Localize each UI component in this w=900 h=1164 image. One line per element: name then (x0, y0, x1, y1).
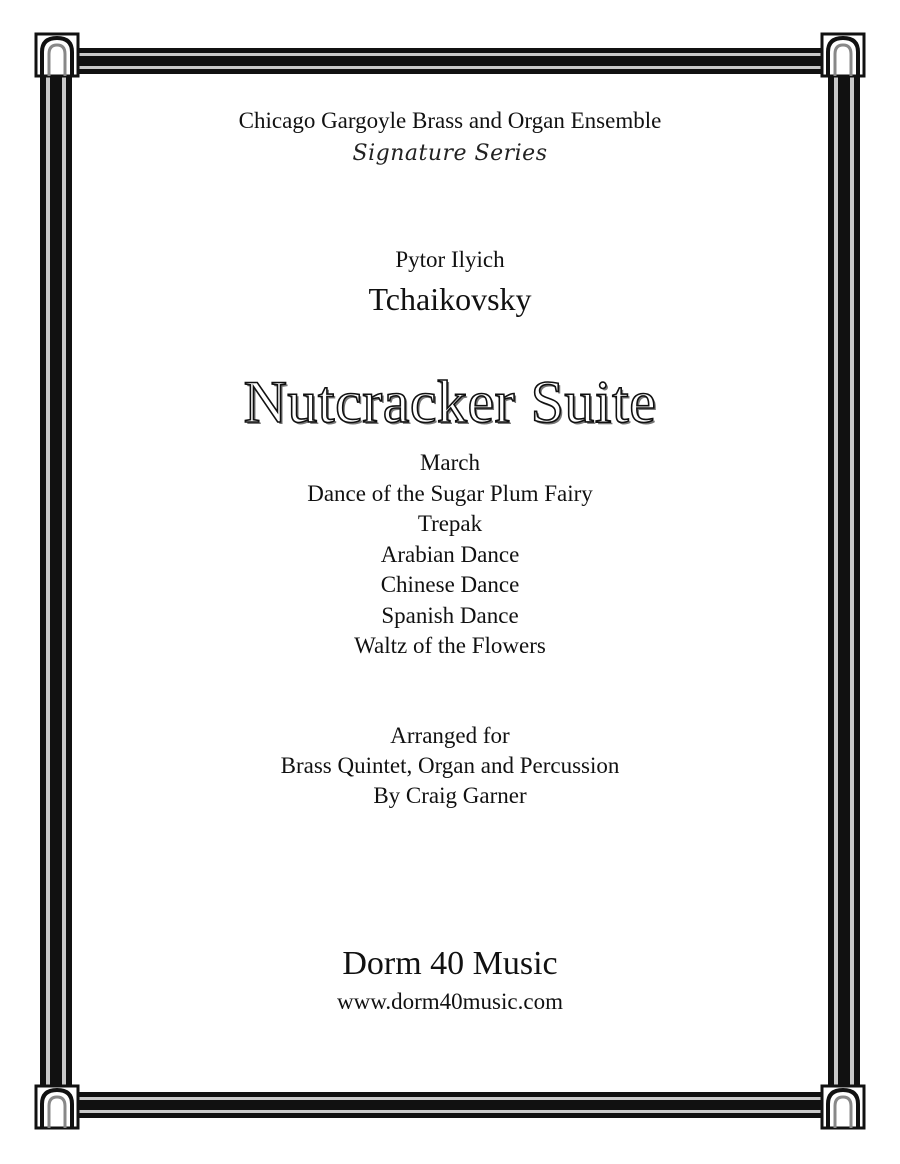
corner-ornament-icon (820, 32, 866, 78)
border-left (40, 48, 72, 1118)
arranger-credit: By Craig Garner (373, 783, 527, 808)
movement-item: Arabian Dance (380, 541, 520, 567)
movement-item: Dance of the Sugar Plum Fairy (307, 480, 593, 506)
movement-item: Trepak (417, 511, 483, 536)
publisher-website: www.dorm40music.com (337, 989, 563, 1014)
border-bottom (50, 1092, 850, 1118)
movement-item: Spanish Dance (381, 602, 519, 628)
composer-first-names: Pytor Ilyich (395, 247, 505, 272)
border-right (828, 48, 860, 1118)
page-title: Nutcracker Suite (243, 369, 657, 435)
movement-list (100, 448, 800, 662)
corner-ornament-icon (34, 1084, 80, 1130)
arrangement-instrumentation: Brass Quintet, Organ and Percussion (280, 753, 620, 778)
ensemble-name: Chicago Gargoyle Brass and Organ Ensemble (238, 108, 662, 133)
movement-item: March (419, 450, 481, 475)
arrangement-intro: Arranged for (390, 723, 510, 748)
border-top (50, 48, 850, 74)
series-name: Signature Series (352, 141, 548, 166)
corner-ornament-icon (820, 1084, 866, 1130)
composer-last-name: Tchaikovsky (368, 281, 532, 317)
movement-item: Waltz of the Flowers (354, 633, 546, 658)
corner-ornament-icon (34, 32, 80, 78)
publisher-name: Dorm 40 Music (342, 945, 558, 982)
movement-item: Chinese Dance (380, 572, 520, 597)
